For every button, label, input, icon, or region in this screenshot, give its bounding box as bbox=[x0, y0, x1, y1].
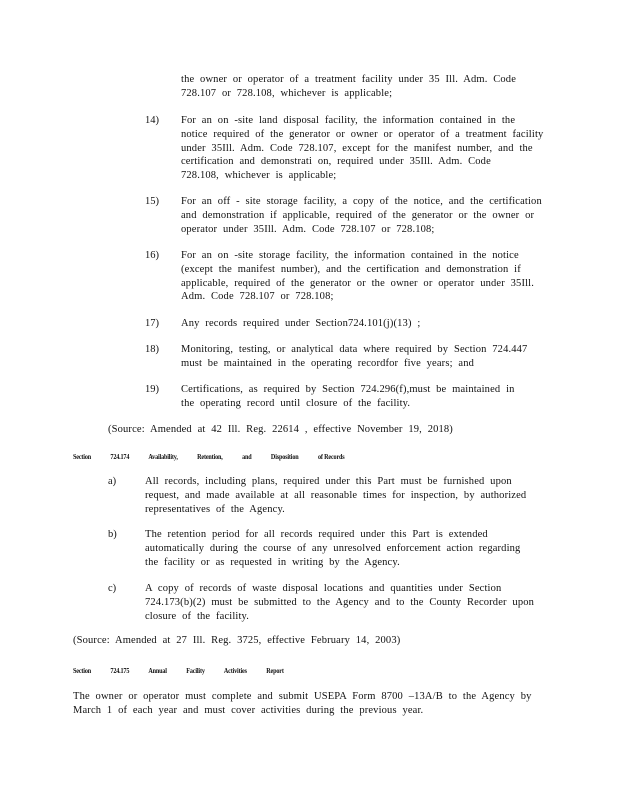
item-14-number: 14) bbox=[145, 115, 159, 126]
item-a-number: a) bbox=[108, 476, 117, 487]
section-word: and bbox=[242, 452, 252, 461]
text-line: under 35Ill. Adm. Code 728.107, except for the manifest number, and the bbox=[181, 142, 533, 154]
source-note bbox=[73, 634, 400, 648]
section-word: Annual bbox=[148, 666, 167, 675]
text-line: and demonstration if applicable, required of the generator or the owner or bbox=[181, 209, 535, 221]
text-line: Adm. Code 728.107 or 728.108; bbox=[181, 291, 334, 303]
text-line: certification and demonstrati on, required under 35Ill. Adm. Code bbox=[181, 156, 491, 168]
section-word: Retention, bbox=[197, 452, 223, 461]
section-word: of Records bbox=[317, 452, 345, 461]
section-word: Facility bbox=[186, 666, 205, 675]
item-a-text bbox=[145, 475, 526, 516]
text-line: 728.107 or 728.108, whichever is applicable; bbox=[181, 87, 393, 99]
section-word: Report bbox=[266, 666, 284, 675]
text-line: 728.108, whichever is applicable; bbox=[181, 170, 337, 182]
section-number: 724.174 bbox=[110, 452, 130, 461]
text-line: Monitoring, testing, or analytical data where required by Section 724.447 bbox=[181, 344, 528, 355]
text-line: applicable, required of the generator or the owner or operator under 35Ill. bbox=[181, 277, 534, 289]
text-line: operator under 35Ill. Adm. Code 728.107 or 728.108; bbox=[181, 223, 435, 235]
section-number: 724.175 bbox=[110, 666, 130, 675]
item-17-text bbox=[181, 317, 420, 331]
item-14-text bbox=[181, 114, 543, 183]
text-line: For an on -site storage facility, the information contained in the notice bbox=[181, 250, 519, 261]
item-16-text bbox=[181, 249, 534, 304]
item-c-text bbox=[145, 582, 534, 623]
item-18-number: 18) bbox=[145, 344, 159, 355]
item-19-number: 19) bbox=[145, 384, 159, 395]
item-13-continuation bbox=[181, 73, 516, 101]
source-note-text: (Source: Amended at 27 Ill. Reg. 3725, effective February 14, 2003) bbox=[73, 635, 401, 646]
text-line: All records, including plans, required under this Part must be furnished upon bbox=[145, 476, 512, 487]
text-line: Certifications, as required by Section 724.296(f),must be maintained in bbox=[181, 384, 515, 395]
text-line: notice required of the generator or owner or operator of a treatment facility bbox=[181, 128, 544, 140]
section-word: Availability, bbox=[148, 452, 178, 461]
section-word: Section bbox=[73, 666, 91, 675]
section-word: Section bbox=[73, 452, 91, 461]
source-note-text: (Source: Amended at 42 Ill. Reg. 22614 , effective November 19, 2018) bbox=[108, 424, 453, 435]
section-heading-724-174 bbox=[73, 452, 363, 461]
text-line: closure of the facility. bbox=[145, 610, 250, 622]
text-line: the operating record until closure of the facility. bbox=[181, 397, 411, 409]
text-line: For an off - site storage facility, a copy of the notice, and the certification bbox=[181, 196, 542, 207]
text-line: the facility or as requested in writing by the Agency. bbox=[145, 556, 400, 568]
text-line: For an on -site land disposal facility, the information contained in the bbox=[181, 115, 516, 126]
text-line: March 1 of each year and must cover activities during the previous year. bbox=[73, 704, 424, 716]
text-line: the owner or operator of a treatment facility under 35 Ill. Adm. Code bbox=[181, 74, 517, 85]
item-15-number: 15) bbox=[145, 196, 159, 207]
section-word: Activities bbox=[223, 666, 247, 675]
text-line: (except the manifest number), and the certification and demonstration if bbox=[181, 263, 521, 275]
source-note bbox=[108, 423, 453, 437]
item-19-text bbox=[181, 383, 515, 411]
section-724-175-body bbox=[73, 690, 532, 718]
text-line: A copy of records of waste disposal locations and quantities under Section bbox=[145, 583, 502, 594]
section-word: Disposition bbox=[270, 452, 299, 461]
section-heading-724-175 bbox=[73, 666, 302, 675]
item-c-number: c) bbox=[108, 583, 117, 594]
text-line: The retention period for all records required under this Part is extended bbox=[145, 529, 488, 540]
text-line: request, and made available at all reasonable times for inspection, by authorized bbox=[145, 489, 527, 501]
item-18-text bbox=[181, 343, 527, 371]
text-line: representatives of the Agency. bbox=[145, 503, 285, 515]
text-line: must be maintained in the operating recordfor five years; and bbox=[181, 357, 475, 369]
item-b-number: b) bbox=[108, 529, 117, 540]
item-b-text bbox=[145, 528, 520, 569]
text-line: automatically during the course of any unresolved enforcement action regarding bbox=[145, 542, 521, 554]
text-line: 724.173(b)(2) must be submitted to the Agency and to the County Recorder upon bbox=[145, 596, 535, 608]
item-15-text bbox=[181, 195, 542, 236]
item-17-number: 17) bbox=[145, 318, 159, 329]
text-line: The owner or operator must complete and submit USEPA Form 8700 –13A/B to the Agency by bbox=[73, 691, 532, 702]
item-16-number: 16) bbox=[145, 250, 159, 261]
text-line: Any records required under Section724.101(j)(13) ; bbox=[181, 318, 421, 329]
